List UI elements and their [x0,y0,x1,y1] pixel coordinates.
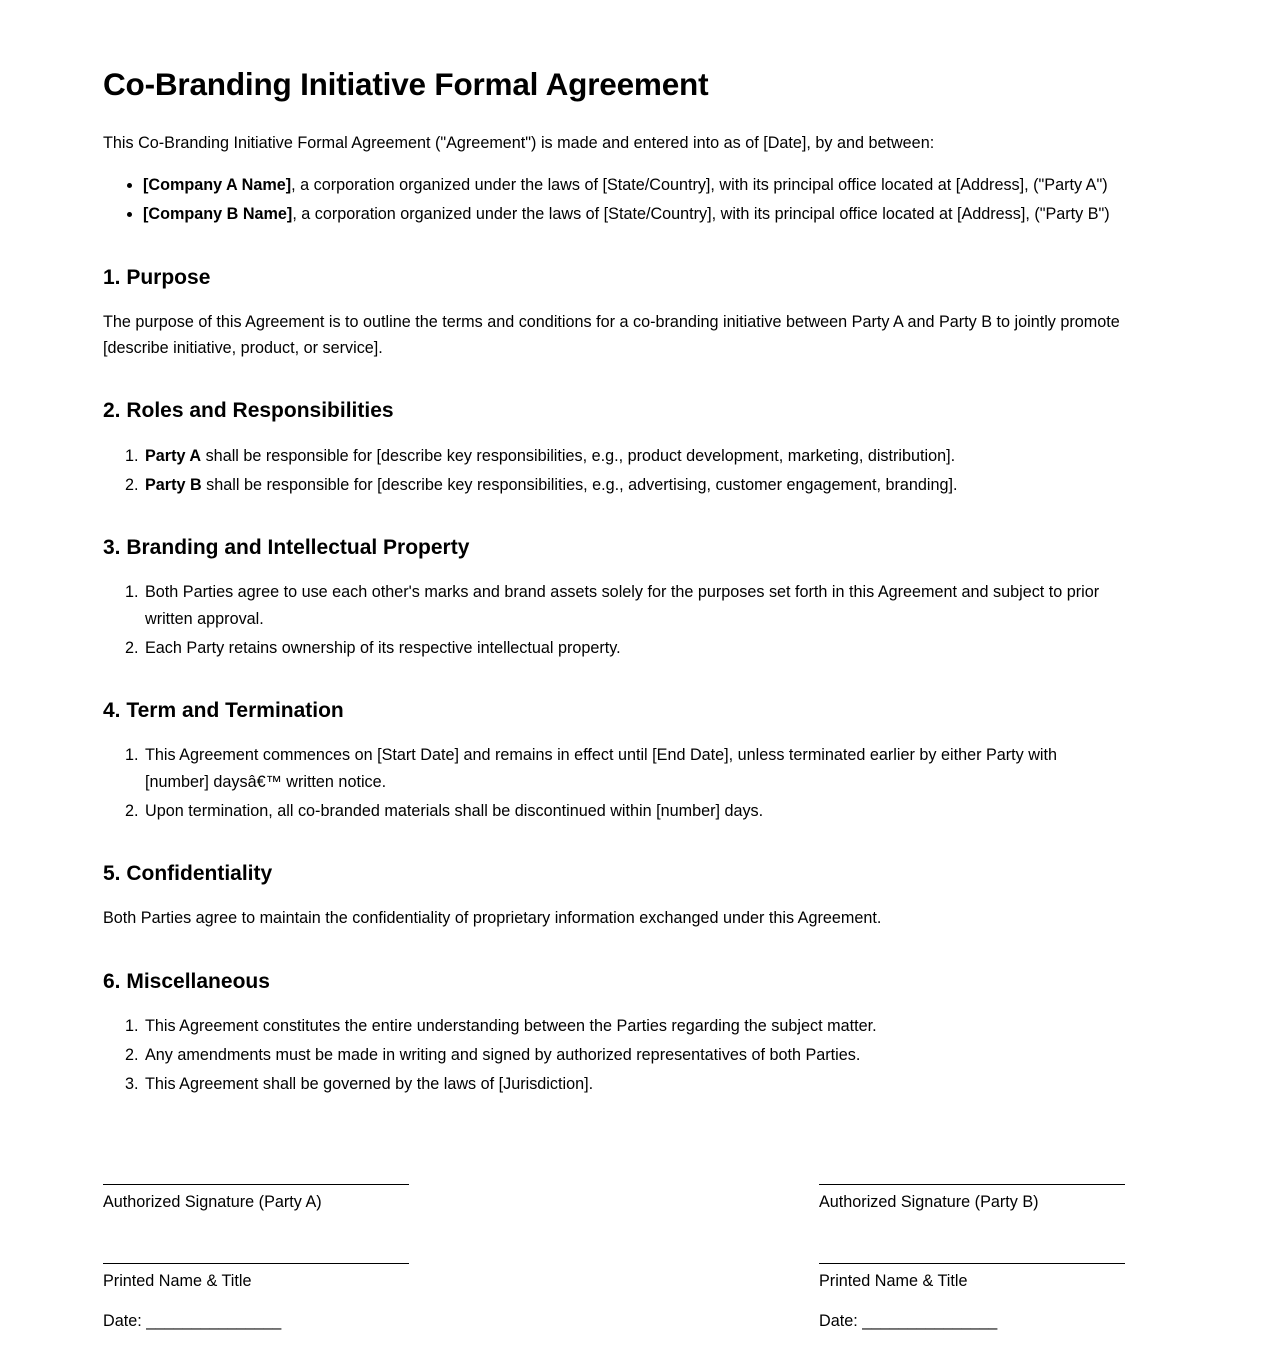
signature-block-party-a [103,1184,409,1335]
section-heading-miscellaneous: 6. Miscellaneous [103,969,270,993]
printed-name-line-party-b[interactable] [819,1263,1125,1264]
signature-label-party-b: Authorized Signature (Party B) [819,1192,1039,1211]
party-b-detail: , a corporation organized under the laws of [State/Country], with its principal office located at [Address], ("Party B") [292,205,1110,224]
section-list-term [103,742,1125,824]
party-a-name: [Company A Name] [143,176,292,195]
section-heading-branding: 3. Branding and Intellectual Property [103,536,470,560]
section-heading-roles: 2. Roles and Responsibilities [103,399,394,423]
signature-line-party-b[interactable] [819,1184,1125,1185]
list-item [143,798,1125,824]
list-item [143,172,1125,198]
signature-block-party-b [819,1184,1125,1335]
party-b-name: [Company B Name] [143,205,293,224]
party-a-detail: , a corporation organized under the laws of [State/Country], with its principal office located at [Address], ("Party A") [291,176,1108,195]
list-item-text: This Agreement commences on [Start Date] and remains in effect until [End Date], unless terminated earlier by either Party with [number] daysâ€™ written notice. [145,746,1058,791]
signature-label-party-a: Authorized Signature (Party A) [103,1192,322,1211]
list-item [143,443,1125,469]
section-list-branding [103,579,1125,661]
list-item [143,579,1125,631]
list-item-lead: Party B [145,475,202,494]
list-item [143,742,1125,794]
list-item [143,1013,1125,1039]
section-list-roles [103,443,1125,498]
printed-name-line-party-a[interactable] [103,1263,409,1264]
list-item [143,201,1125,227]
list-item [143,472,1125,498]
section-heading-confidentiality: 5. Confidentiality [103,862,273,886]
list-item [143,1071,1125,1097]
list-item-text: Each Party retains ownership of its respective intellectual property. [145,638,621,657]
list-item-text: This Agreement constitutes the entire understanding between the Parties regarding the subject matter. [145,1016,877,1035]
section-paragraph-confidentiality: Both Parties agree to maintain the confidentiality of proprietary information exchanged under this Agreement. [103,909,882,928]
list-item-text: shall be responsible for [describe key responsibilities, e.g., product development, marketing, distribution]. [201,446,956,465]
date-field-party-a[interactable]: Date: _______________ [103,1312,282,1331]
section-heading-purpose: 1. Purpose [103,265,211,289]
signature-line-party-a[interactable] [103,1184,409,1185]
section-list-miscellaneous [103,1013,1125,1098]
list-item-text: Upon termination, all co-branded materials shall be discontinued within [number] days. [145,801,764,820]
section-paragraph-purpose: The purpose of this Agreement is to outline the terms and conditions for a co-branding initiative between Party A and Party B to jointly promote [describe initiative, product, or service]. [103,312,1120,358]
signature-area [103,1184,1125,1335]
list-item-lead: Party A [145,446,202,465]
list-item-text: This Agreement shall be governed by the laws of [Jurisdiction]. [145,1075,594,1094]
date-field-party-b[interactable]: Date: _______________ [819,1312,998,1331]
printed-name-label-party-b: Printed Name & Title [819,1271,968,1290]
list-item-text: Any amendments must be made in writing and signed by authorized representatives of both Parties. [145,1046,861,1065]
list-item [143,1042,1125,1068]
page-title: Co-Branding Initiative Formal Agreement [103,66,709,102]
list-item-text: shall be responsible for [describe key responsibilities, e.g., advertising, customer engagement, branding]. [201,475,958,494]
section-heading-term: 4. Term and Termination [103,699,344,723]
parties-list [103,172,1125,227]
intro-paragraph: This Co-Branding Initiative Formal Agreement ("Agreement") is made and entered into as of [Date], by and between: [103,133,935,152]
list-item [143,635,1125,661]
printed-name-label-party-a: Printed Name & Title [103,1271,252,1290]
list-item-text: Both Parties agree to use each other's marks and brand assets solely for the purposes set forth in this Agreement and subject to prior written approval. [145,583,1100,628]
